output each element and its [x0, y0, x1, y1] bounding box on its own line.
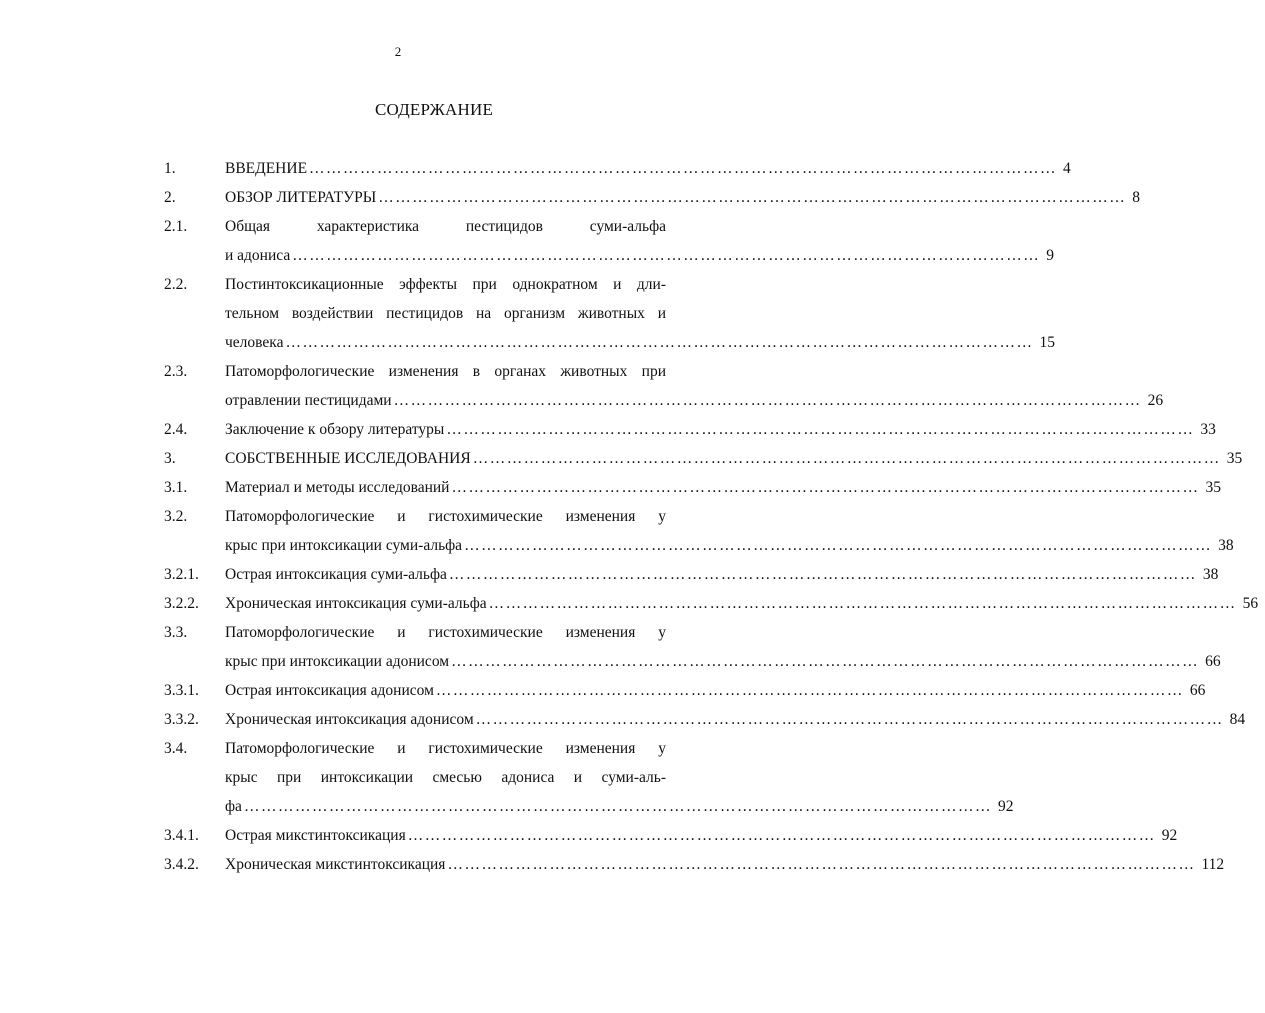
page-number: 2 — [394, 44, 402, 59]
toc-entry — [164, 618, 1221, 676]
toc-entry — [164, 821, 1178, 850]
toc-entry-number: 3.3.1. — [164, 682, 199, 699]
toc-entry-line — [225, 589, 1259, 618]
toc-entry — [164, 212, 1054, 270]
toc-entry-text — [225, 560, 1219, 589]
toc-entry — [164, 183, 1140, 212]
toc-entry-number: 3.2. — [164, 508, 188, 525]
toc-entry — [164, 154, 1071, 183]
toc-entry — [164, 415, 1216, 444]
toc-entry-title: фа — [225, 798, 242, 815]
toc-page-number: 26 — [1147, 392, 1164, 409]
dot-leader: …………………………………………………………………………………………………………………… — [475, 711, 1224, 728]
toc-entry-line: тельном воздействии пестицидов на организм животных и — [225, 305, 666, 322]
toc-entry-line — [225, 850, 1225, 879]
toc-entry-text — [225, 357, 1164, 415]
toc-entry-line: Патоморфологические и гистохимические изменения у — [225, 740, 666, 757]
toc-entry-number: 3.4.2. — [164, 856, 199, 873]
toc-entry-number: 3. — [164, 450, 176, 467]
toc-entry-text — [225, 705, 1246, 734]
toc-entry-line — [225, 183, 1140, 212]
toc-entry-title: Хроническая интоксикация адонисом — [225, 711, 474, 728]
toc-entry-number: 3.3.2. — [164, 711, 199, 728]
toc-entry-line: Патоморфологические и гистохимические изменения у — [225, 624, 666, 641]
toc-entry-title: ВВЕДЕНИЕ — [225, 160, 308, 177]
toc-entry-title: человека — [225, 334, 284, 351]
toc-entry — [164, 705, 1246, 734]
toc-entry-text — [225, 212, 1054, 270]
dot-leader: …………………………………………………………………………………………………………………… — [446, 421, 1195, 438]
toc-entry-number: 3.1. — [164, 479, 188, 496]
toc-entry — [164, 589, 1259, 618]
dot-leader: …………………………………………………………………………………………………………………… — [472, 450, 1221, 467]
toc-entry-line: Общая характеристика пестицидов суми-альфа — [225, 218, 666, 235]
toc-entry-title: ОБЗОР ЛИТЕРАТУРЫ — [225, 189, 377, 206]
toc-entry-line: Патоморфологические изменения в органах животных при — [225, 363, 666, 380]
toc-entry-title: Острая микстинтоксикация — [225, 827, 406, 844]
dot-leader: …………………………………………………………………………………………………………………… — [309, 160, 1058, 177]
toc-entry-text — [225, 154, 1071, 183]
toc-page-number: 84 — [1229, 711, 1246, 728]
toc-entry-title: Хроническая микстинтоксикация — [225, 856, 446, 873]
toc-entry-title: крыс при интоксикации адонисом — [225, 653, 450, 670]
dot-leader: …………………………………………………………………………………………………………………… — [243, 798, 992, 815]
toc-entry-number: 1. — [164, 160, 176, 177]
toc-entry-title: отравлении пестицидами — [225, 392, 392, 409]
toc-page-number: 56 — [1242, 595, 1259, 612]
toc-entry — [164, 357, 1164, 415]
toc-entry-line — [225, 705, 1246, 734]
toc-entry-line — [225, 531, 1234, 560]
toc-entry-text — [225, 444, 1243, 473]
toc-entry-line — [225, 647, 1221, 676]
toc-entry-text — [225, 415, 1216, 444]
toc-entry-line — [225, 444, 1243, 473]
toc-entry-text — [225, 676, 1206, 705]
page-title: СОДЕРЖАНИЕ — [374, 100, 494, 119]
toc-entry-line — [225, 415, 1216, 444]
toc-entry — [164, 270, 1055, 357]
toc-entry — [164, 473, 1221, 502]
toc-entry-number: 3.3. — [164, 624, 188, 641]
toc-entry-title: Острая интоксикация суми-альфа — [225, 566, 447, 583]
toc-entry-title: СОБСТВЕННЫЕ ИССЛЕДОВАНИЯ — [225, 450, 471, 467]
toc-entry — [164, 676, 1206, 705]
toc-entry-line — [225, 386, 1164, 415]
toc-entry-number: 3.2.2. — [164, 595, 199, 612]
dot-leader: …………………………………………………………………………………………………………………… — [285, 334, 1034, 351]
toc-entry-title: Хроническая интоксикация суми-альфа — [225, 595, 487, 612]
toc-page-number: 112 — [1201, 856, 1225, 873]
toc-page-number: 15 — [1039, 334, 1055, 351]
toc-page-number: 66 — [1205, 653, 1221, 670]
toc-page-number: 35 — [1205, 479, 1221, 496]
toc-entry-line — [225, 241, 1054, 270]
toc-page-number: 38 — [1218, 537, 1234, 554]
toc-entry-title: Острая интоксикация адонисом — [225, 682, 434, 699]
toc-page-number: 8 — [1132, 189, 1140, 206]
toc-page-number: 38 — [1202, 566, 1219, 583]
toc-entry-line — [225, 560, 1219, 589]
dot-leader: …………………………………………………………………………………………………………………… — [407, 827, 1156, 844]
toc-entry — [164, 734, 1014, 821]
toc-entry-number: 2.2. — [164, 276, 188, 293]
toc-entry-text — [225, 183, 1140, 212]
toc-entry — [164, 444, 1243, 473]
toc-entry-line — [225, 676, 1206, 705]
dot-leader: …………………………………………………………………………………………………………………… — [393, 392, 1142, 409]
toc-entry-line — [225, 154, 1071, 183]
toc-entry-text — [225, 270, 1055, 357]
dot-leader: …………………………………………………………………………………………………………………… — [451, 653, 1200, 670]
toc-entry — [164, 850, 1225, 879]
toc-entry-text — [225, 734, 1014, 821]
toc-entry-title: крыс при интоксикации суми-альфа — [225, 537, 463, 554]
toc-entry — [164, 502, 1234, 560]
toc-entry-title: и адониса — [225, 247, 291, 264]
toc-entry-line: Патоморфологические и гистохимические изменения у — [225, 508, 666, 525]
toc-entry-number: 2.4. — [164, 421, 188, 438]
toc-entry-number: 2.1. — [164, 218, 188, 235]
dot-leader: …………………………………………………………………………………………………………………… — [292, 247, 1041, 264]
table-of-contents — [164, 154, 1259, 879]
toc-page-number: 92 — [1161, 827, 1178, 844]
toc-entry-text — [225, 821, 1178, 850]
dot-leader: …………………………………………………………………………………………………………………… — [451, 479, 1200, 496]
toc-page-number: 33 — [1200, 421, 1216, 438]
dot-leader: …………………………………………………………………………………………………………………… — [488, 595, 1237, 612]
toc-entry-text — [225, 618, 1221, 676]
toc-entry-number: 3.2.1. — [164, 566, 199, 583]
toc-entry-text — [225, 589, 1259, 618]
toc-entry-line — [225, 792, 1014, 821]
toc-entry-number: 2. — [164, 189, 176, 206]
dot-leader: …………………………………………………………………………………………………………………… — [435, 682, 1184, 699]
toc-entry-line: крыс при интоксикации смесью адониса и суми-аль- — [225, 769, 666, 786]
toc-entry-text — [225, 502, 1234, 560]
toc-page-number: 9 — [1046, 247, 1054, 264]
toc-page-number: 35 — [1226, 450, 1243, 467]
dot-leader: …………………………………………………………………………………………………………………… — [464, 537, 1213, 554]
toc-entry-line — [225, 473, 1221, 502]
toc-entry-title: Материал и методы исследований — [225, 479, 450, 496]
toc-entry-line: Постинтоксикационные эффекты при однократном и дли- — [225, 276, 666, 293]
dot-leader: …………………………………………………………………………………………………………………… — [448, 566, 1197, 583]
toc-entry-text — [225, 473, 1221, 502]
toc-page-number: 92 — [997, 798, 1014, 815]
dot-leader: …………………………………………………………………………………………………………………… — [378, 189, 1127, 206]
toc-entry-line — [225, 821, 1178, 850]
toc-entry-number: 3.4.1. — [164, 827, 199, 844]
dot-leader: …………………………………………………………………………………………………………………… — [447, 856, 1196, 873]
toc-entry-text — [225, 850, 1225, 879]
toc-entry-line — [225, 328, 1055, 357]
toc-entry — [164, 560, 1219, 589]
toc-page-number: 66 — [1189, 682, 1206, 699]
toc-entry-number: 2.3. — [164, 363, 188, 380]
toc-entry-number: 3.4. — [164, 740, 188, 757]
toc-page-number: 4 — [1063, 160, 1071, 177]
toc-entry-title: Заключение к обзору литературы — [225, 421, 445, 438]
